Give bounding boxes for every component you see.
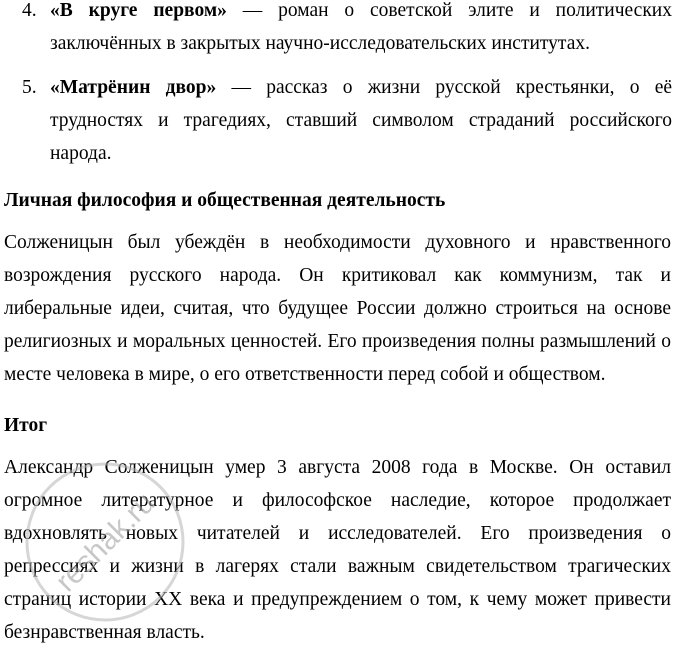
section-heading-philosophy: Личная философия и общественная деятельность [4, 190, 446, 211]
watermark-text: reshak.ru [49, 486, 162, 599]
list-number: 5. [22, 77, 37, 98]
list-item-4 [22, 0, 672, 60]
work-description: — роман о советской элите и политических заключённых в закрытых научно-исследовательских институтах. [50, 0, 672, 54]
work-description: — рассказ о жизни русской крестьянки, о её трудностях и трагедиях, ставший символом страданий российского народа. [50, 77, 673, 164]
list-item-5 [22, 71, 672, 170]
list-number: 4. [22, 0, 37, 21]
work-title: «Матрёнин двор» [50, 77, 217, 98]
section-paragraph-philosophy: Солженицын был убеждён в необходимости духовного и нравственного возрождения русского народа. Он критиковал как коммунизм, так и либеральные идеи, считая, что будущее России должно строиться на основе религиозных и моральных ценностей. Его произведения полны размышлений о месте человека в мире, о его ответственности перед собой и обществом. [4, 232, 671, 385]
list-item-body [50, 0, 672, 60]
section-paragraph-summary: Александр Солженицын умер 3 августа 2008 года в Москве. Он оставил огромное литературное и философское наследие, которое продолжает вдохновлять новых читателей и исследователей. Его произведения о репрессиях и жизни в лагерях стали важным свидетельством трагических страниц истории XX века и предупреждением о том, к чему может привести безнравственная власть. [4, 457, 671, 643]
section-heading-summary: Итог [4, 415, 48, 436]
work-title: «В круге первом» [50, 0, 227, 21]
list-item-body [50, 71, 672, 170]
